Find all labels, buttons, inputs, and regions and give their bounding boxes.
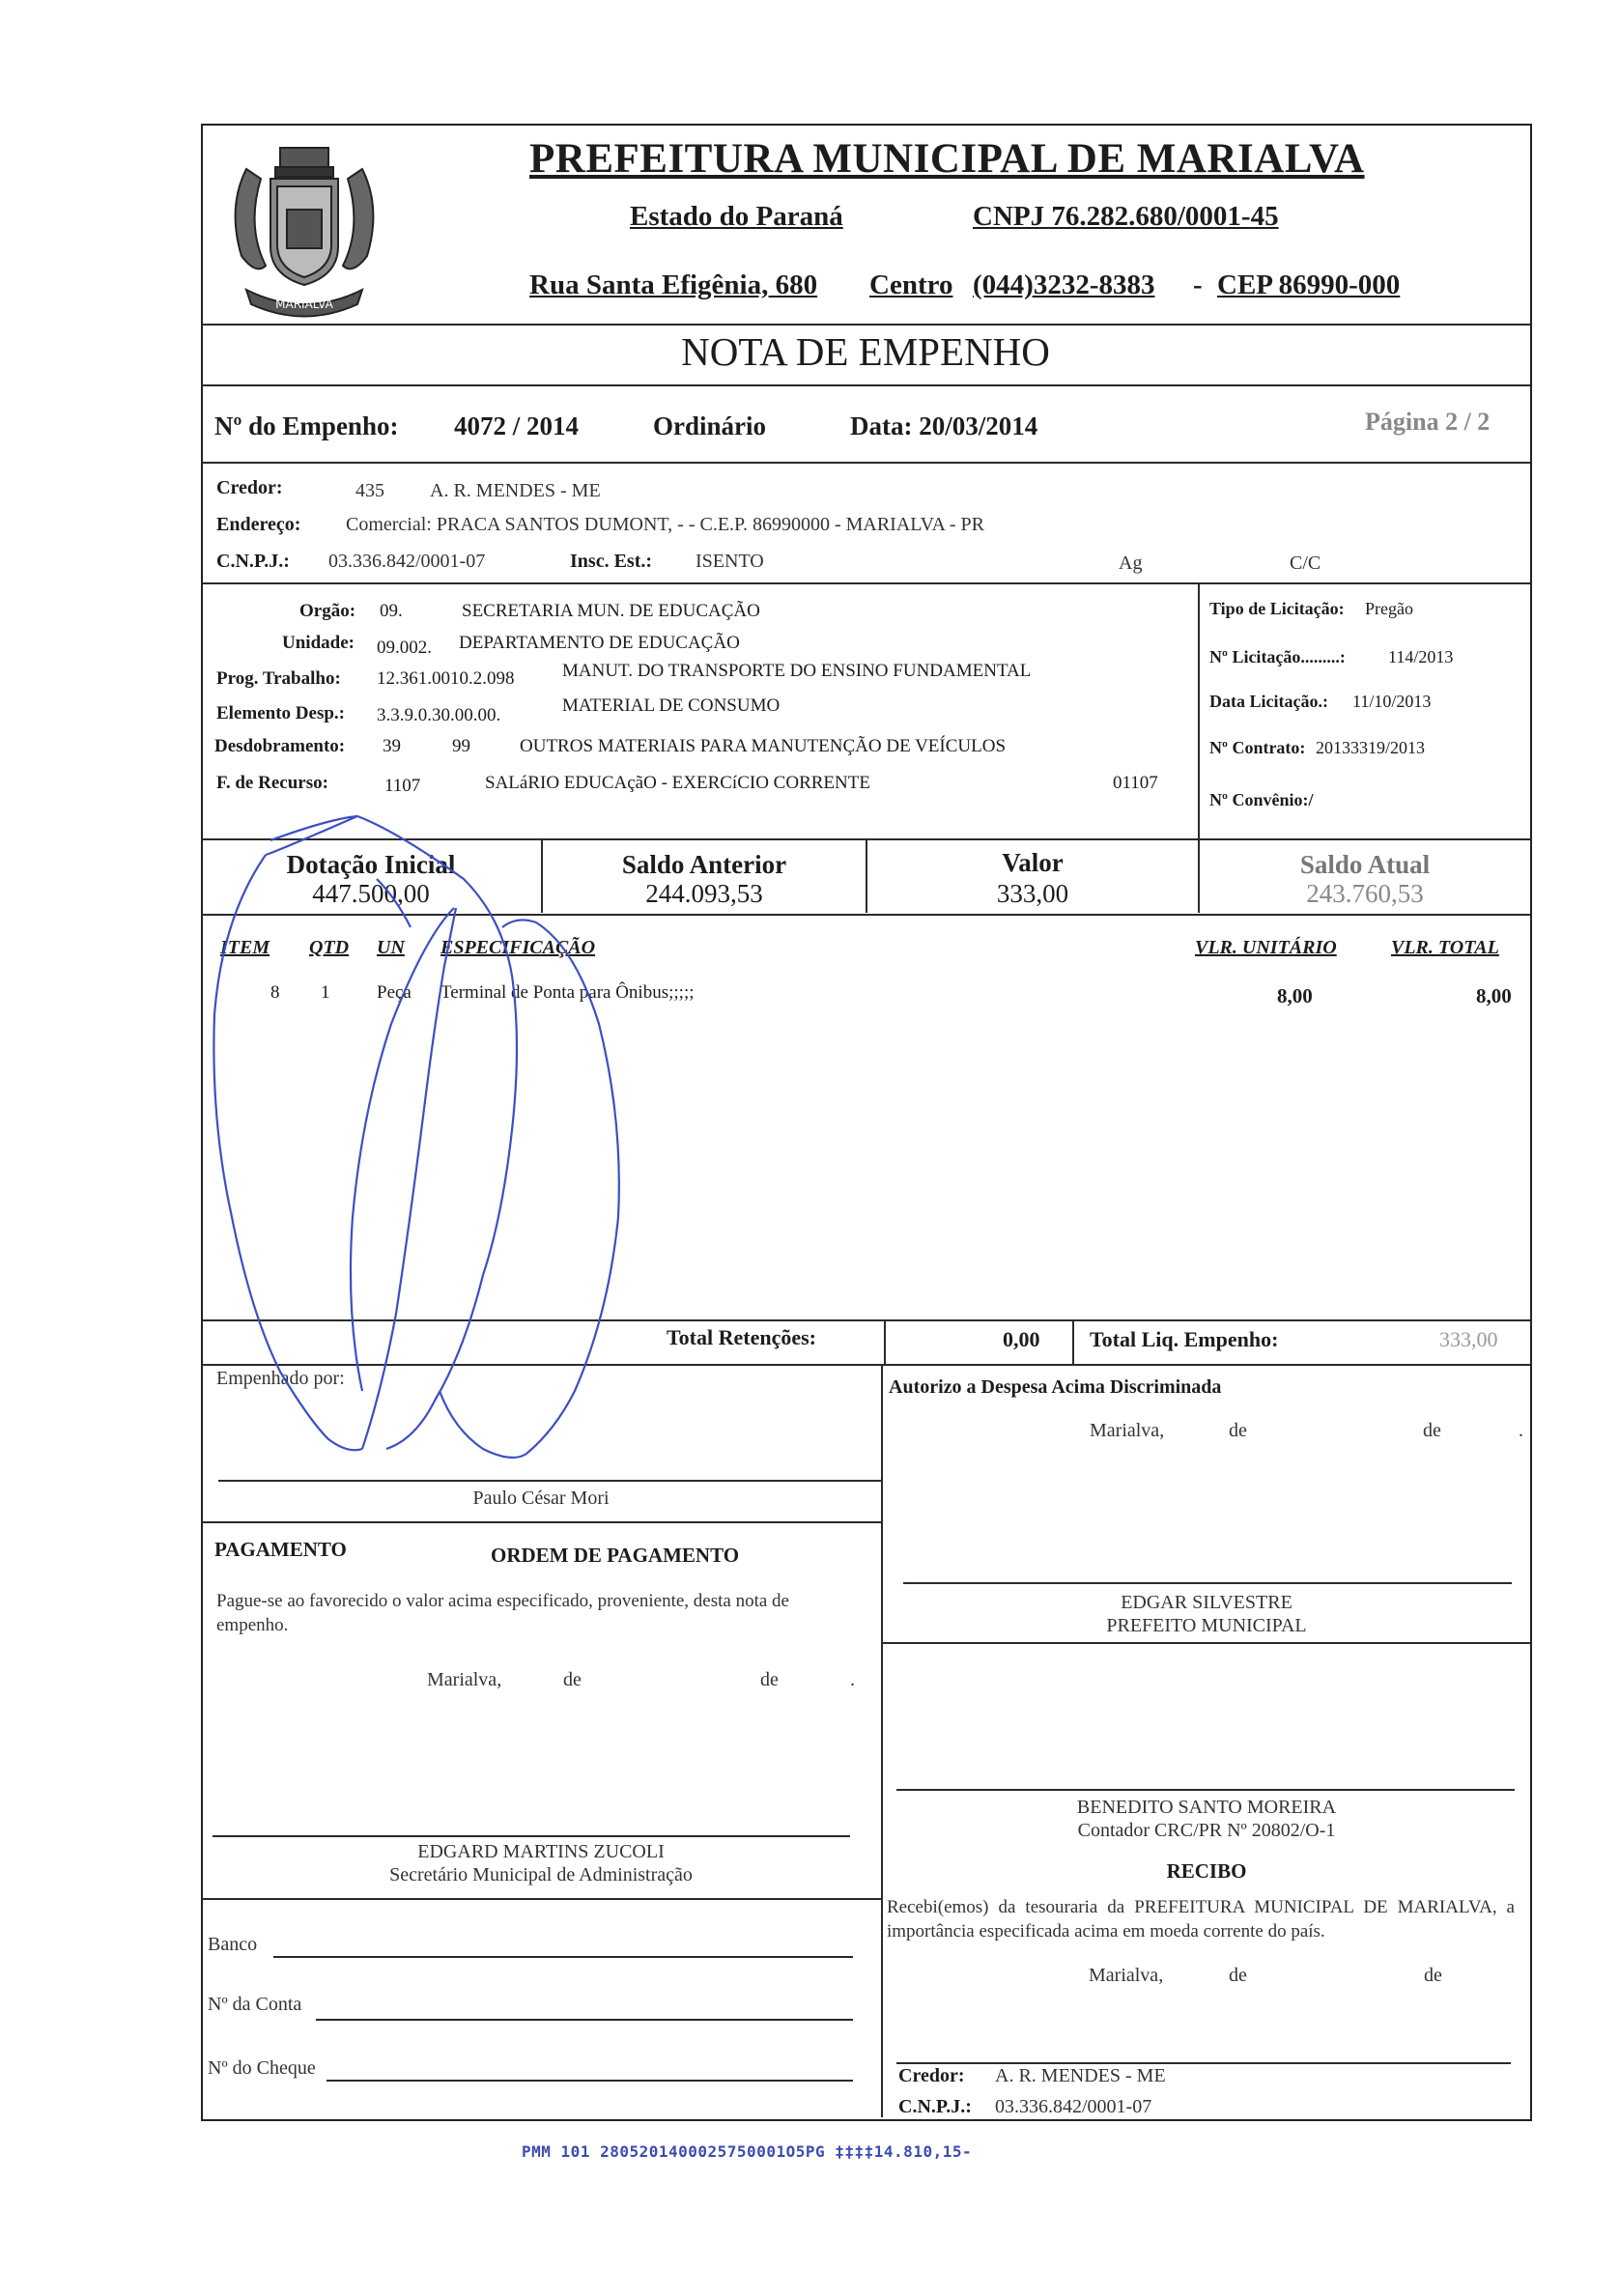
cheque-label: Nº do Cheque — [208, 2057, 316, 2079]
item-espec: Terminal de Ponta para Ônibus;;;;; — [440, 982, 695, 1003]
empenho-date: Data: 20/03/2014 — [850, 411, 1038, 440]
edgar-silvestre-role: PREFEITO MUNICIPAL — [1106, 1615, 1307, 1636]
totals-left-sep — [884, 1319, 886, 1366]
account-label: C/C — [1290, 553, 1321, 574]
item-un: Peça — [377, 982, 412, 1003]
col-total-header: VLR. TOTAL — [1391, 937, 1499, 958]
autorizo-label: Autorizo a Despesa Acima Discriminada — [889, 1376, 1222, 1398]
zucoli-role: Secretário Municipal de Administração — [389, 1864, 693, 1885]
credor-label: Credor: — [216, 477, 283, 498]
insc-label: Insc. Est.: — [570, 551, 653, 572]
credor-name: A. R. MENDES - ME — [430, 480, 601, 501]
pagamento-de-1: de — [563, 1669, 582, 1690]
title-divider — [201, 384, 1530, 386]
page-number: Página 2 / 2 — [1365, 408, 1491, 436]
licitacao-num: 114/2013 — [1388, 647, 1454, 666]
recibo-text: Recebi(emos) da tesouraria da PREFEITURA MUNICIPAL DE MARIALVA, a importância especificada acima em moeda corrente do país. — [887, 1897, 1515, 1942]
col-item-header: ITEM — [220, 937, 270, 958]
endereco-label: Endereço: — [216, 514, 301, 535]
col-qtd-header: QTD — [309, 937, 350, 958]
recibo-credor-name: A. R. MENDES - ME — [995, 2065, 1166, 2086]
recibo-de-2: de — [1424, 1965, 1442, 1986]
benedito-role: Contador CRC/PR Nº 20802/O-1 — [1077, 1820, 1336, 1841]
tipo-licitacao: Pregão — [1365, 599, 1413, 618]
pagamento-de-2: de — [760, 1669, 779, 1690]
contrato-value: 20133319/2013 — [1316, 738, 1426, 757]
col-espec-header: ESPECIFICAÇÃO — [440, 937, 596, 958]
zucoli-signature-line — [213, 1835, 850, 1837]
elemento-label: Elemento Desp.: — [216, 703, 345, 723]
cheque-line[interactable] — [327, 2080, 853, 2082]
licitacao-vertical — [1198, 582, 1200, 838]
pague-text: Pague-se ao favorecido o valor acima especificado, proveniente, desta nota de empenho. — [216, 1591, 789, 1635]
desdobramento-name: OUTROS MATERIAIS PARA MANUTENÇÃO DE VEÍCULOS — [520, 736, 1007, 756]
autorizo-de-1: de — [1229, 1420, 1247, 1441]
convenio-label: Nº Convênio:/ — [1209, 790, 1314, 809]
recibo-credor-label: Credor: — [898, 2065, 965, 2086]
col-unit-header: VLR. UNITÁRIO — [1195, 937, 1337, 958]
autorizo-dot: . — [1519, 1420, 1523, 1441]
recibo-title: RECIBO — [1166, 1859, 1247, 1883]
credor-code: 435 — [355, 480, 384, 501]
empenho-number: 4072 / 2014 — [454, 411, 580, 440]
edgar-silvestre-name: EDGAR SILVESTRE — [1121, 1592, 1292, 1613]
zucoli-name: EDGARD MARTINS ZUCOLI — [417, 1841, 665, 1862]
desdobramento-code-2: 99 — [452, 736, 470, 756]
handwritten-signature — [193, 811, 696, 1488]
paulo-bottom-line — [201, 1521, 883, 1523]
insc-value: ISENTO — [696, 551, 764, 572]
paulo-name: Paulo César Mori — [472, 1488, 610, 1509]
recurso-code: 1107 — [384, 776, 421, 796]
saldo-anterior-value: 244.093,53 — [645, 879, 763, 908]
autorizo-de-2: de — [1423, 1420, 1441, 1441]
recurso-label: F. de Recurso: — [216, 773, 328, 793]
elemento-name: MATERIAL DE CONSUMO — [562, 695, 781, 716]
unidade-name: DEPARTAMENTO DE EDUCAÇÃO — [459, 633, 740, 653]
recibo-city: Marialva, — [1089, 1965, 1164, 1986]
prog-code: 12.361.0010.2.098 — [377, 668, 515, 689]
pagamento-city: Marialva, — [427, 1669, 502, 1690]
header-cep: CEP 86990-000 — [1217, 269, 1401, 300]
benedito-name: BENEDITO SANTO MOREIRA — [1076, 1797, 1337, 1818]
orgao-code: 09. — [380, 601, 403, 621]
item-number: 8 — [270, 982, 280, 1003]
empenho-type: Ordinário — [653, 411, 767, 440]
total-retencoes-value: 0,00 — [1003, 1327, 1040, 1351]
unidade-code: 09.002. — [377, 638, 432, 658]
recibo-cnpj: 03.336.842/0001-07 — [995, 2096, 1152, 2117]
item-total-value: 8,00 — [1476, 984, 1512, 1007]
ordem-pagamento-label: ORDEM DE PAGAMENTO — [491, 1544, 740, 1567]
dotacao-label: Dotação Inicial — [286, 850, 456, 879]
data-licitacao-label: Data Licitação.: — [1209, 692, 1328, 711]
document-title: NOTA DE EMPENHO — [681, 329, 1050, 374]
banco-label: Banco — [208, 1934, 258, 1955]
state-name: Estado do Paraná — [630, 201, 843, 232]
header-separator: - — [1193, 269, 1203, 300]
credor-cnpj: 03.336.842/0001-07 — [328, 551, 486, 572]
item-unit-value: 8,00 — [1277, 984, 1313, 1007]
bank-stamp: PMM 101 2805201400025750001O5PG ‡‡‡‡14.810,15- — [522, 2142, 973, 2161]
total-liquido-label: Total Liq. Empenho: — [1090, 1327, 1279, 1351]
svg-text:MARIALVA: MARIALVA — [275, 298, 333, 311]
endereco-value: Comercial: PRACA SANTOS DUMONT, - - C.E.P. 86990000 - MARIALVA - PR — [346, 514, 984, 535]
recibo-signature-line — [896, 2062, 1511, 2064]
data-licitacao: 11/10/2013 — [1352, 692, 1432, 711]
unidade-label: Unidade: — [282, 633, 355, 653]
valor-label: Valor — [1002, 848, 1064, 877]
pagamento-dot: . — [850, 1669, 855, 1690]
orgao-label: Orgão: — [299, 601, 356, 621]
benedito-signature-line — [896, 1789, 1515, 1791]
header-street: Rua Santa Efigênia, 680 — [529, 269, 818, 300]
prefeitura-title: PREFEITURA MUNICIPAL DE MARIALVA — [529, 136, 1365, 182]
licitacao-num-label: Nº Licitação.........: — [1209, 647, 1346, 666]
recurso-name: SALáRIO EDUCAçãO - EXERCíCIO CORRENTE — [485, 773, 870, 793]
header-phone: (044)3232-8383 — [973, 269, 1155, 300]
saldo-atual-label: Saldo Atual — [1299, 850, 1431, 879]
agency-label: Ag — [1119, 553, 1143, 574]
header-divider — [201, 324, 1530, 326]
valor-value: 333,00 — [996, 879, 1069, 908]
tipo-licitacao-label: Tipo de Licitação: — [1209, 599, 1345, 618]
pagamento-label: PAGAMENTO — [214, 1538, 347, 1561]
item-qtd: 1 — [321, 982, 330, 1003]
desdobramento-code-1: 39 — [383, 736, 401, 756]
autorizo-city: Marialva, — [1090, 1420, 1165, 1441]
contrato-label: Nº Contrato: — [1209, 738, 1306, 757]
total-liquido-value: 333,00 — [1439, 1327, 1498, 1351]
conta-label: Nº da Conta — [208, 1994, 302, 2015]
recibo-cnpj-label: C.N.P.J.: — [898, 2096, 972, 2117]
credor-cnpj-label: C.N.P.J.: — [216, 551, 290, 572]
totals-mid-sep — [1072, 1319, 1074, 1366]
desdobramento-label: Desdobramento: — [214, 736, 346, 756]
empenhado-label: Empenhado por: — [216, 1368, 345, 1389]
conta-line[interactable] — [316, 2019, 853, 2021]
prog-label: Prog. Trabalho: — [216, 668, 341, 689]
dotacao-value: 447.500,00 — [312, 879, 430, 908]
coat-of-arms-seal — [208, 130, 401, 324]
banco-line[interactable] — [273, 1956, 853, 1958]
recurso-code-2: 01107 — [1113, 773, 1158, 793]
col-un-header: UN — [377, 937, 405, 958]
lower-vertical-sep — [881, 1364, 883, 2117]
prog-name: MANUT. DO TRANSPORTE DO ENSINO FUNDAMENTAL — [562, 661, 1032, 681]
header-cnpj: CNPJ 76.282.680/0001-45 — [973, 201, 1279, 232]
edgar-signature-line — [903, 1582, 1512, 1584]
empenho-divider — [201, 462, 1530, 464]
empenho-label: Nº do Empenho: — [214, 411, 399, 440]
elemento-code: 3.3.9.0.30.00.00. — [377, 705, 501, 725]
orgao-name: SECRETARIA MUN. DE EDUCAÇÃO — [462, 601, 760, 621]
credor-divider — [201, 582, 1530, 584]
recibo-de-1: de — [1229, 1965, 1247, 1986]
zucoli-bottom-line — [201, 1898, 883, 1900]
header-district: Centro — [869, 269, 953, 300]
saldo-anterior-label: Saldo Anterior — [621, 850, 787, 879]
edgar-bottom-line — [883, 1642, 1530, 1644]
saldo-atual-value: 243.760,53 — [1306, 879, 1424, 908]
total-retencoes-label: Total Retenções: — [667, 1325, 816, 1349]
